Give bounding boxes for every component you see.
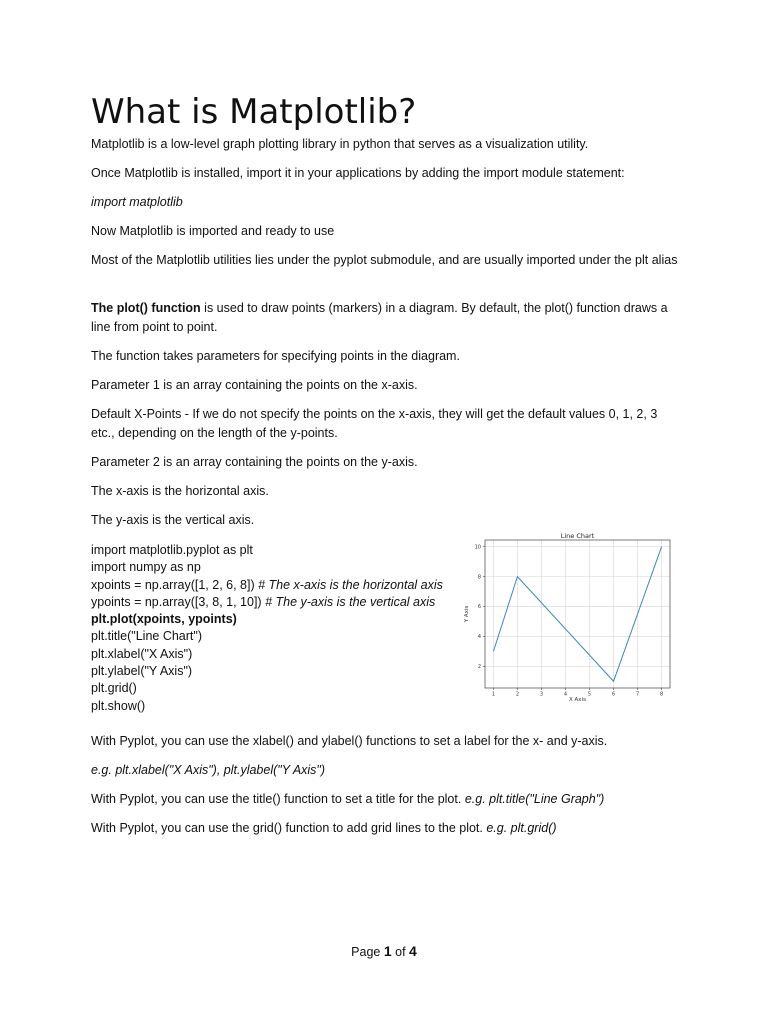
paragraph-install: Once Matplotlib is installed, import it in your applications by adding the import module statement: [91,166,625,180]
y-axis-label: Y Axis [464,605,470,623]
page-number: 1 [383,943,392,959]
code-line: import numpy as np [91,560,201,575]
paragraph-plot-function [91,299,681,337]
code-text: xpoints = np.array([1, 2, 6, 8]) [91,577,259,592]
x-tick-label: 5 [587,691,592,698]
plot-function-desc: is used to draw points (markers) in a diagram. By default, the plot() function draws a line from point to point. [91,301,668,334]
code-line: plt.title("Line Chart") [91,629,202,644]
x-tick-label: 7 [635,691,640,698]
x-tick-label: 2 [515,691,520,698]
title-func-example: e.g. plt.title("Line Graph") [464,792,605,806]
x-tick-label: 3 [539,691,544,698]
page-title: What is Matplotlib? [91,92,417,132]
paragraph-import-statement: import matplotlib [91,195,183,209]
paragraph-labels-example: e.g. plt.xlabel("X Axis"), plt.ylabel("Y Axis") [91,763,326,777]
y-tick-label: 4 [477,634,481,641]
page-footer [0,942,768,961]
y-tick-label: 2 [477,664,481,671]
code-line: import matplotlib.pyplot as plt [91,543,253,557]
plot-frame [485,540,670,688]
paragraph-default-x: Default X-Points - If we do not specify the points on the x-axis, they will get the default values 0, 1, 2, 3 etc., depending on the length of the y-points. [91,407,658,440]
x-tick-label: 1 [491,691,496,698]
code-comment: # The x-axis is the horizontal axis [258,577,443,592]
title-func-text: With Pyplot, you can use the title() function to set a title for the plot. [91,792,465,806]
code-line: plt.ylabel("Y Axis") [91,664,193,679]
x-axis-label: X Axis [569,697,586,703]
code-line: plt.plot(xpoints, ypoints) [91,612,237,627]
grid-func-text: With Pyplot, you can use the grid() function to add grid lines to the plot. [91,821,487,835]
paragraph-labels: With Pyplot, you can use the xlabel() and ylabel() functions to set a label for the x- and y-axis. [91,734,608,748]
paragraph-parameters: The function takes parameters for specifying points in the diagram. [91,349,460,363]
of-word: of [391,945,410,959]
y-tick-label: 10 [474,544,481,551]
code-line: plt.grid() [91,681,137,696]
code-comment: # The y-axis is the vertical axis [265,594,436,609]
paragraph-param1: Parameter 1 is an array containing the points on the x-axis. [91,378,418,392]
page-word: Page [351,945,384,959]
paragraph-pyplot: Most of the Matplotlib utilities lies under the pyplot submodule, and are usually imported under the plt alias [91,253,678,267]
series-line [493,547,661,682]
paragraph-ready: Now Matplotlib is imported and ready to use [91,224,335,238]
code-line: plt.show() [91,698,146,713]
paragraph-y-axis: The y-axis is the vertical axis. [91,513,255,527]
x-tick-label: 4 [563,691,568,698]
paragraph-x-axis: The x-axis is the horizontal axis. [91,484,269,498]
code-line [91,594,461,611]
page-total: 4 [409,943,417,959]
code-line [91,577,461,594]
x-tick-label: 6 [611,691,616,698]
paragraph-grid-func [91,819,681,838]
paragraph-intro: Matplotlib is a low-level graph plotting library in python that serves as a visualization utility. [91,137,589,151]
grid-func-example: e.g. plt.grid() [486,821,557,835]
y-tick-label: 8 [477,574,481,581]
chart-title: Line Chart [560,532,595,540]
paragraph-param2: Parameter 2 is an array containing the points on the y-axis. [91,455,418,469]
code-block [91,542,461,715]
line-chart [461,530,676,705]
paragraph-title-func [91,790,681,809]
code-text: ypoints = np.array([3, 8, 1, 10]) [91,594,266,609]
plot-function-term: The plot() function [91,301,201,315]
x-tick-label: 8 [659,691,664,698]
y-tick-label: 6 [477,604,481,611]
code-line: plt.xlabel("X Axis") [91,646,193,661]
